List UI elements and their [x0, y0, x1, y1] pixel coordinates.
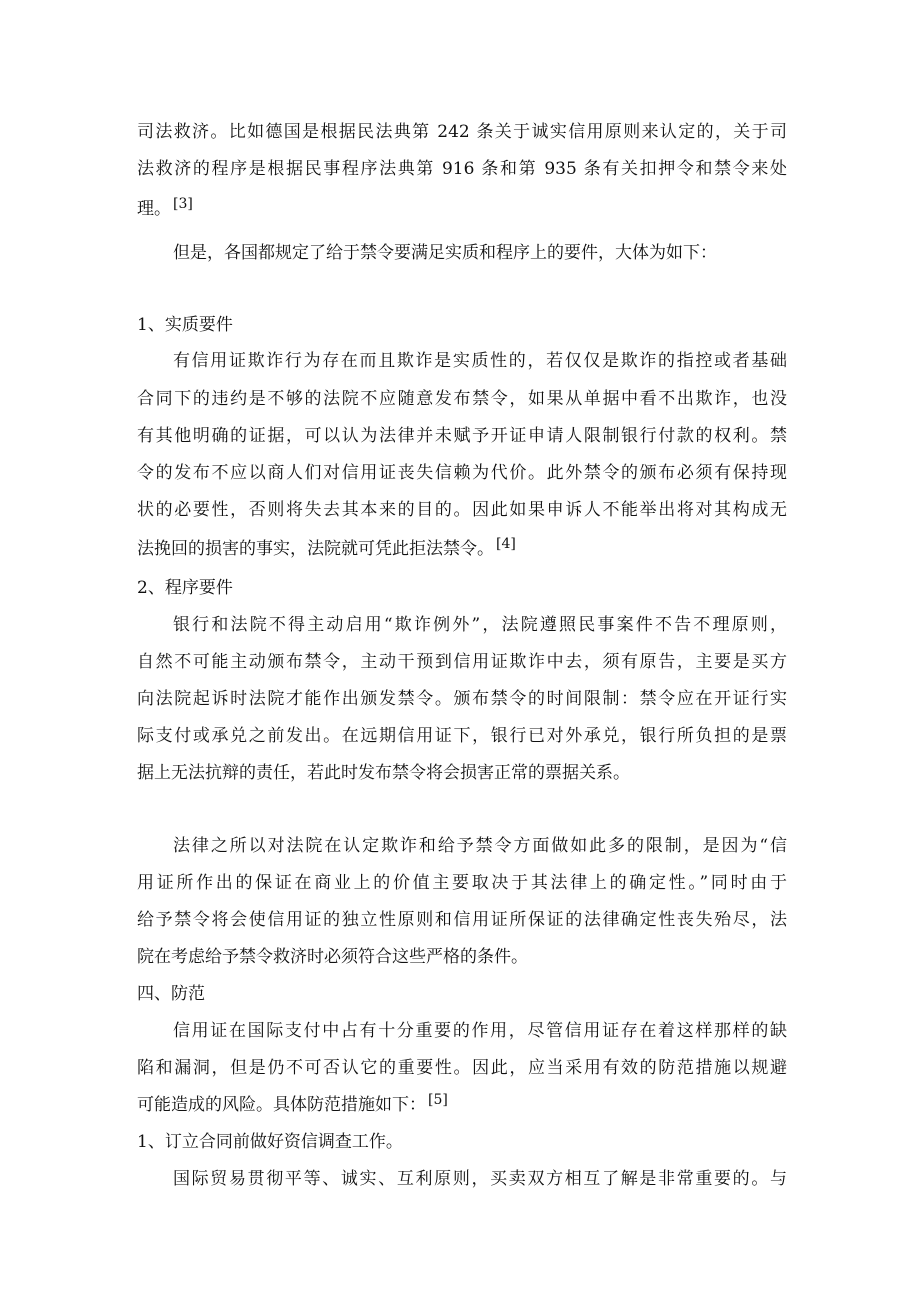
- paragraph-line: 有其他明确的证据，可以认为法律并未赋予开证申请人限制银行付款的权利。禁: [137, 426, 787, 446]
- paragraph-line: 自然不可能主动颁布禁令，主动干预到信用证欺诈中去，须有原告，主要是买方: [137, 652, 787, 672]
- paragraph-line: 给予禁令将会使信用证的独立性原则和信用证所保证的法律确定性丧失殆尽，法: [137, 910, 787, 930]
- paragraph-line: 陷和漏洞，但是仍不可否认它的重要性。因此，应当采用有效的防范措施以规避: [137, 1058, 787, 1078]
- paragraph-line: 据上无法抗辩的责任，若此时发布禁令将会损害正常的票据关系。: [137, 763, 630, 783]
- paragraph-line: 用证所作出的保证在商业上的价值主要取决于其法律上的确定性。”同时由于: [137, 873, 787, 893]
- paragraph-line: [137, 1093, 448, 1117]
- paragraph-line: [137, 537, 516, 561]
- footnote-ref: [5]: [428, 1092, 448, 1108]
- paragraph-line: 令的发布不应以商人们对信用证丧失信赖为代价。此外禁令的颁布必须有保持现: [137, 463, 787, 483]
- paragraph-line: 法救济的程序是根据民事程序法典第 916 条和第 935 条有关扣押令和禁令来处: [137, 159, 787, 179]
- section-heading: 2、程序要件: [137, 578, 233, 598]
- paragraph-line: 合同下的违约是不够的法院不应随意发布禁令，如果从单据中看不出欺诈，也没: [137, 389, 787, 409]
- footnote-ref: [4]: [496, 536, 516, 552]
- paragraph-line: 法律之所以对法院在认定欺诈和给予禁令方面做如此多的限制，是因为“信: [173, 836, 787, 856]
- paragraph-line: 际支付或承兑之前发出。在远期信用证下，银行已对外承兑，银行所负担的是票: [137, 726, 787, 746]
- line-text: 法挽回的损害的事实，法院就可凭此拒法禁令。: [137, 539, 494, 559]
- line-text: 可能造成的风险。具体防范措施如下：: [137, 1095, 426, 1115]
- paragraph-line: 有信用证欺诈行为存在而且欺诈是实质性的，若仅仅是欺诈的指控或者基础: [173, 351, 787, 371]
- paragraph-line: 银行和法院不得主动启用“欺诈例外”，法院遵照民事案件不告不理原则，: [173, 615, 787, 635]
- footnote-ref: [3]: [173, 196, 193, 212]
- paragraph-line: 状的必要性，否则将失去其本来的目的。因此如果申诉人不能举出将对其构成无: [137, 500, 787, 520]
- paragraph-line: 司法救济。比如德国是根据民法典第 242 条关于诚实信用原则来认定的，关于司: [137, 122, 787, 142]
- section-heading: 1、订立合同前做好资信调查工作。: [137, 1132, 403, 1152]
- paragraph-line: 国际贸易贯彻平等、诚实、互利原则，买卖双方相互了解是非常重要的。与: [173, 1169, 787, 1189]
- paragraph-line: [137, 197, 193, 221]
- section-heading: 四、防范: [137, 984, 205, 1004]
- section-heading: 1、实质要件: [137, 315, 233, 335]
- paragraph-line: 院在考虑给予禁令救济时必须符合这些严格的条件。: [137, 947, 528, 967]
- paragraph-line: 但是，各国都规定了给于禁令要满足实质和程序上的要件，大体为如下：: [173, 243, 717, 263]
- line-text: 理。: [137, 199, 171, 219]
- paragraph-line: 向法院起诉时法院才能作出颁发禁令。颁布禁令的时间限制：禁令应在开证行实: [137, 689, 787, 709]
- paragraph-line: 信用证在国际支付中占有十分重要的作用，尽管信用证存在着这样那样的缺: [173, 1021, 787, 1041]
